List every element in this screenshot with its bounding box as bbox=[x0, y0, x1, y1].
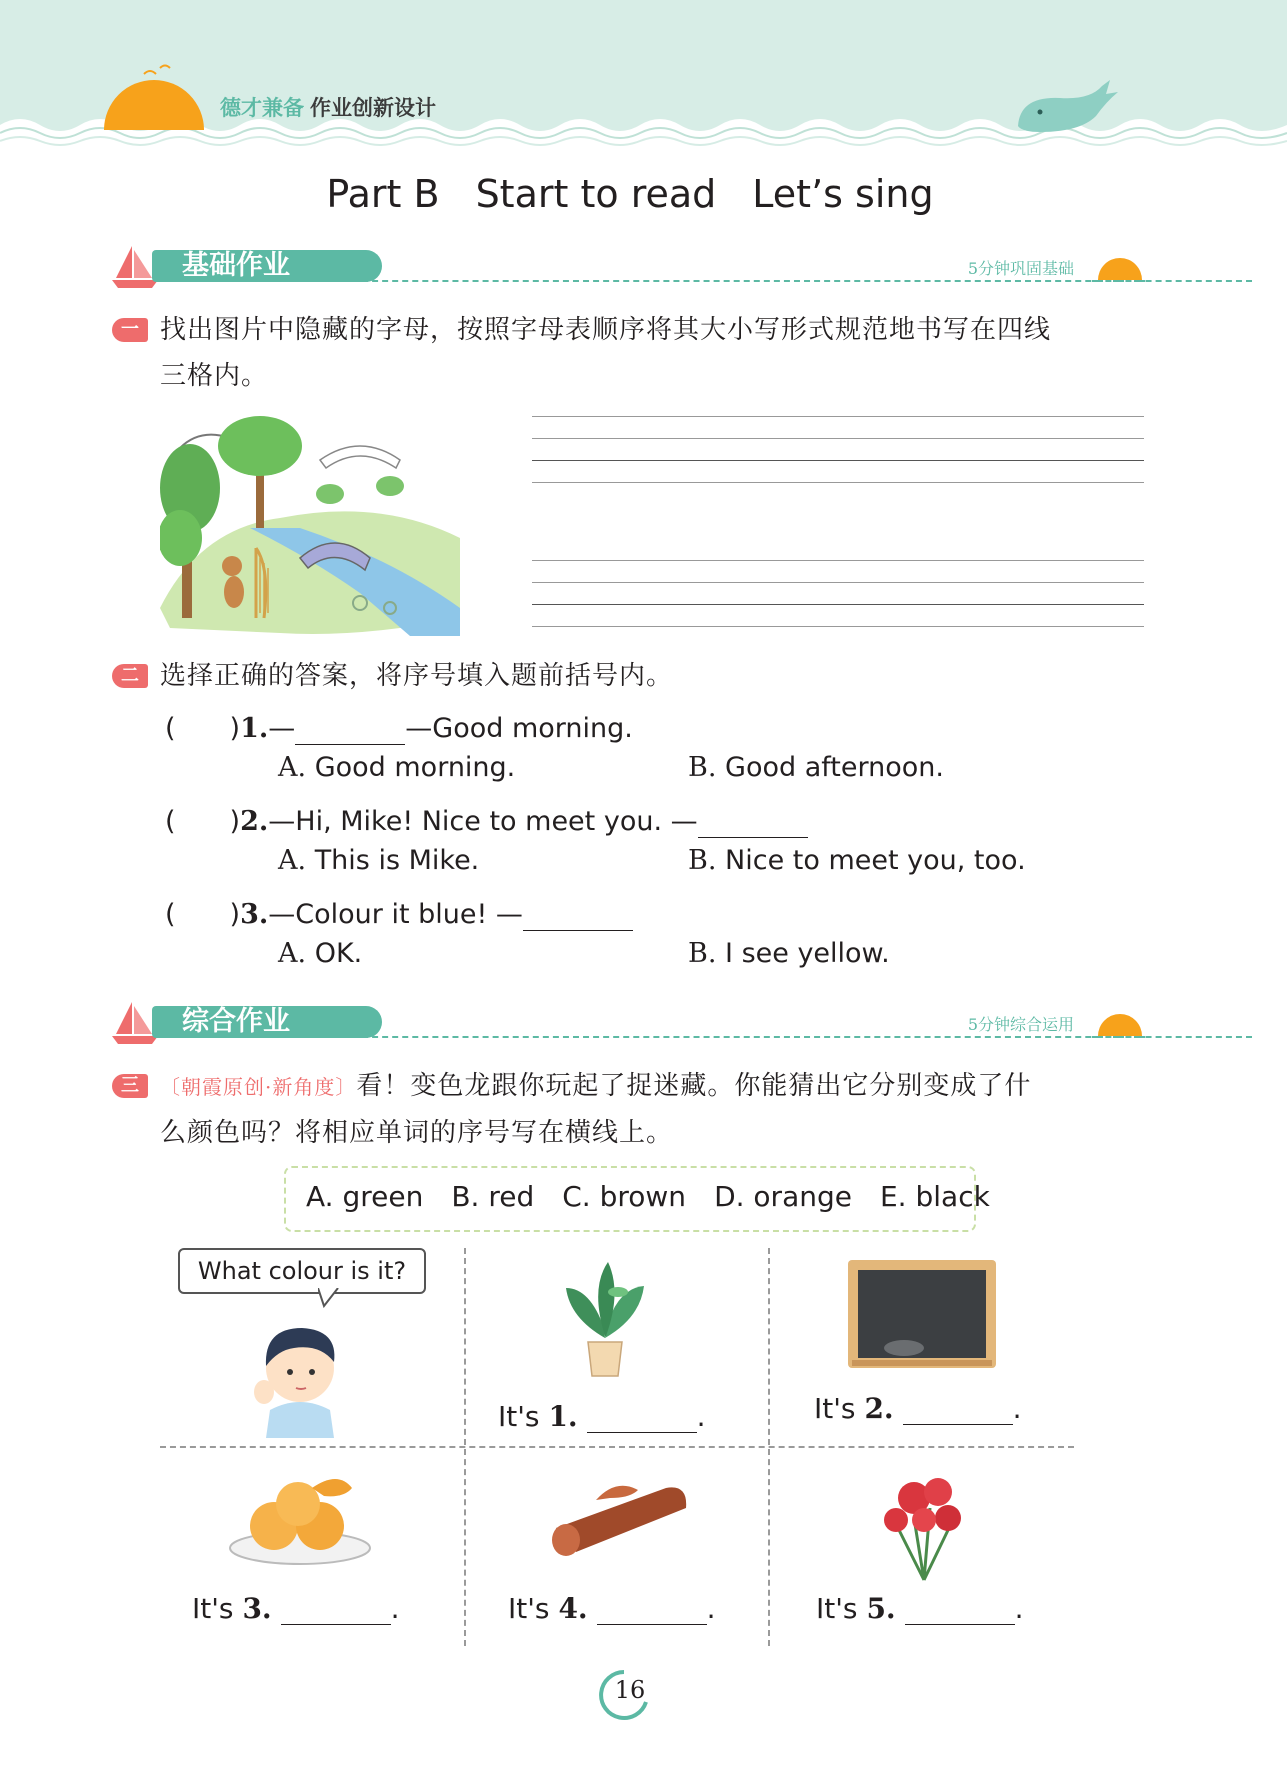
speech-bubble-tail bbox=[318, 1288, 340, 1308]
q2-item-3-blank[interactable] bbox=[523, 902, 633, 931]
q2-item-3-option-b-text: I see yellow. bbox=[725, 938, 890, 969]
q2-item-2-option-b-letter: B. bbox=[688, 845, 717, 876]
boy-thinking-picture bbox=[250, 1314, 350, 1438]
page-title bbox=[0, 172, 1260, 216]
q2-item-3-option-b bbox=[688, 938, 890, 969]
park-scene-picture bbox=[160, 408, 470, 638]
oranges-picture bbox=[228, 1464, 372, 1568]
section-basic-label: 基础作业 bbox=[152, 250, 382, 282]
brand-green-text: 德才兼备 bbox=[220, 96, 304, 120]
question-1-text bbox=[160, 307, 1160, 399]
answer-number-1: 1. bbox=[548, 1400, 578, 1433]
four-line-grid-2[interactable] bbox=[532, 560, 1144, 632]
q2-item-3-option-b-letter: B. bbox=[688, 938, 717, 969]
answer-line-2: It's 2. . bbox=[814, 1392, 1022, 1425]
its-label-2: It's bbox=[814, 1392, 856, 1425]
q2-item-1-stem-a: — bbox=[268, 713, 296, 744]
section-comprehensive-note: 5分钟综合运用 bbox=[967, 1015, 1074, 1034]
q2-item-1-blank[interactable] bbox=[295, 716, 405, 745]
answer-number-4: 4. bbox=[558, 1592, 588, 1625]
q2-item-3-option-a-text: OK. bbox=[314, 938, 363, 969]
whale-icon bbox=[1010, 76, 1120, 136]
answer-number-3: 3. bbox=[242, 1592, 272, 1625]
q2-item-3-stem bbox=[165, 892, 633, 931]
q2-item-1-number: 1. bbox=[240, 713, 269, 744]
question-2-tag: 二 bbox=[112, 664, 148, 688]
word-green: A. green bbox=[306, 1180, 424, 1213]
question-3-line2: 么颜色吗？将相应单词的序号写在横线上。 bbox=[160, 1118, 674, 1148]
q2-item-1-option-a-text: Good morning. bbox=[314, 752, 516, 783]
section-basic-banner bbox=[112, 244, 1152, 292]
answer-line-3: It's 3. . bbox=[192, 1592, 400, 1625]
brand-dark-text: 作业创新设计 bbox=[310, 96, 436, 120]
word-bank bbox=[306, 1180, 990, 1213]
q2-item-2-option-a bbox=[278, 845, 479, 876]
grid-divider-h bbox=[160, 1446, 1074, 1448]
q2-item-2-blank[interactable] bbox=[698, 809, 808, 838]
question-3-tag: 三 bbox=[112, 1074, 148, 1098]
its-label-4: It's bbox=[508, 1592, 550, 1625]
section-comprehensive-label: 综合作业 bbox=[152, 1006, 382, 1038]
title-part: Part B bbox=[326, 172, 440, 216]
speech-bubble: What colour is it? bbox=[178, 1248, 426, 1294]
q2-item-3-paren[interactable]: ( ) bbox=[165, 899, 241, 930]
question-1-tag: 一 bbox=[112, 318, 148, 342]
word-orange: D. orange bbox=[714, 1180, 852, 1213]
q2-item-3-option-a bbox=[278, 938, 362, 969]
q2-item-1-option-a bbox=[278, 752, 515, 783]
answer-number-2: 2. bbox=[864, 1392, 894, 1425]
q2-item-2-stem bbox=[165, 799, 808, 838]
its-label-5: It's bbox=[816, 1592, 858, 1625]
page-number: 16 bbox=[614, 1676, 646, 1704]
question-2-text: 选择正确的答案，将序号填入题前括号内。 bbox=[160, 661, 674, 691]
roses-picture bbox=[874, 1468, 974, 1582]
q2-item-1-option-b-text: Good afternoon. bbox=[725, 752, 944, 783]
q2-item-2-stem-a: —Hi, Mike! Nice to meet you. — bbox=[268, 806, 698, 837]
question-1-line2: 三格内。 bbox=[160, 361, 269, 391]
section-comprehensive-banner bbox=[112, 1000, 1152, 1048]
q2-item-2-option-a-text: This is Mike. bbox=[314, 845, 480, 876]
q2-item-3-stem-a: —Colour it blue! — bbox=[268, 899, 523, 930]
answer-blank-1[interactable] bbox=[587, 1404, 697, 1433]
q2-item-2-option-a-letter: A. bbox=[278, 845, 307, 876]
answer-blank-2[interactable] bbox=[903, 1396, 1013, 1425]
q2-item-3-option-a-letter: A. bbox=[278, 938, 307, 969]
small-sun-icon bbox=[1088, 1006, 1152, 1040]
its-label-3: It's bbox=[192, 1592, 234, 1625]
q2-item-2-paren[interactable]: ( ) bbox=[165, 806, 241, 837]
question-3-text bbox=[160, 1063, 1160, 1156]
four-line-grid-1[interactable] bbox=[532, 416, 1144, 488]
word-black: E. black bbox=[879, 1180, 990, 1213]
title-sing: Let’s sing bbox=[752, 172, 934, 216]
answer-blank-3[interactable] bbox=[281, 1596, 391, 1625]
section-basic-note: 5分钟巩固基础 bbox=[967, 259, 1074, 278]
blackboard-picture bbox=[848, 1260, 996, 1368]
q2-item-1-paren[interactable]: ( ) bbox=[165, 713, 241, 744]
q2-item-2-option-b-text: Nice to meet you, too. bbox=[725, 845, 1026, 876]
q2-item-1-option-a-letter: A. bbox=[278, 752, 307, 783]
word-brown: C. brown bbox=[562, 1180, 687, 1213]
plant-picture bbox=[560, 1258, 650, 1378]
q2-item-1-stem bbox=[165, 706, 633, 745]
q2-item-2-number: 2. bbox=[240, 806, 269, 837]
answer-line-4: It's 4. . bbox=[508, 1592, 716, 1625]
answer-line-1: It's 1. . bbox=[498, 1400, 706, 1433]
question-3-line1: 看！变色龙跟你玩起了捉迷藏。你能猜出它分别变成了什 bbox=[356, 1071, 1032, 1101]
word-red: B. red bbox=[451, 1180, 535, 1213]
small-sun-icon bbox=[1088, 250, 1152, 284]
q2-item-2-option-b bbox=[688, 845, 1026, 876]
sun-icon bbox=[104, 60, 204, 130]
log-picture bbox=[546, 1468, 692, 1560]
answer-line-5: It's 5. . bbox=[816, 1592, 1024, 1625]
answer-blank-5[interactable] bbox=[905, 1596, 1015, 1625]
brand-title bbox=[220, 92, 436, 122]
answer-blank-4[interactable] bbox=[597, 1596, 707, 1625]
question-3-source: 〔朝霞原创·新角度〕 bbox=[160, 1075, 357, 1099]
q2-item-1-option-b-letter: B. bbox=[688, 752, 717, 783]
answer-number-5: 5. bbox=[866, 1592, 896, 1625]
q2-item-3-number: 3. bbox=[240, 899, 269, 930]
q2-item-1-option-b bbox=[688, 752, 944, 783]
question-1-line1: 找出图片中隐藏的字母，按照字母表顺序将其大小写形式规范地书写在四线 bbox=[160, 315, 1052, 345]
q2-item-1-stem-b: —Good morning. bbox=[405, 713, 633, 744]
title-start: Start to read bbox=[475, 172, 717, 216]
its-label-1: It's bbox=[498, 1400, 540, 1433]
